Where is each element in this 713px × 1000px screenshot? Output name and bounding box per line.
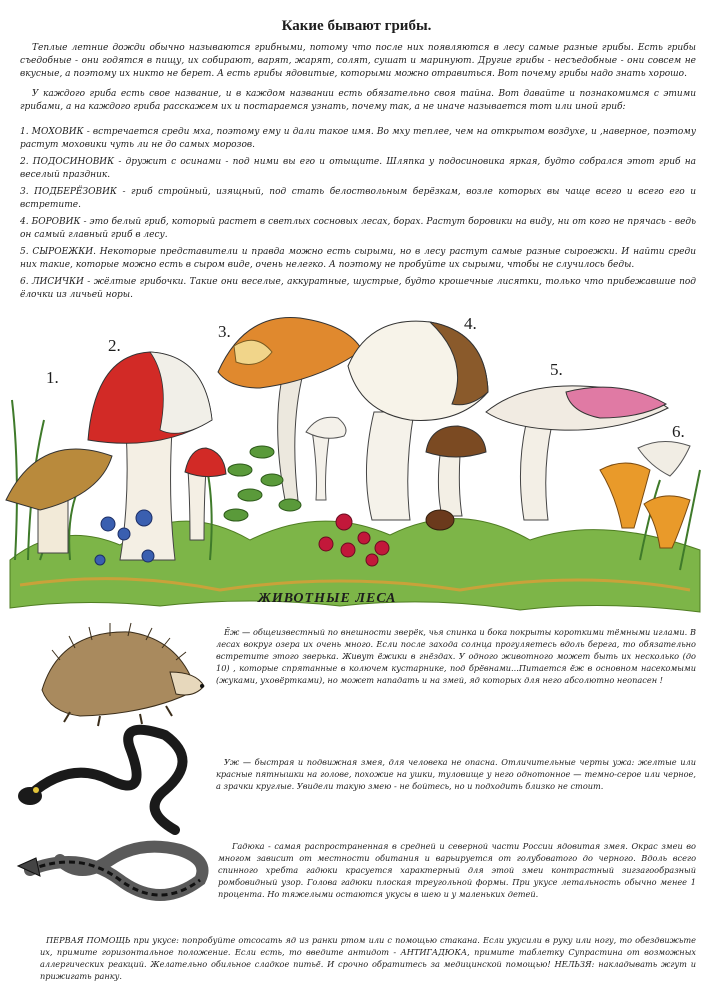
viper-illustration <box>18 847 203 895</box>
hedgehog-description: Ёж — общеизвестный по внешности зверёк, чья спинка и бока покрыты короткими тёмными иглами. В лесах вокруг озера их очень много. Если после захода солнца прогуляетесь вдоль берега, то обязательно встретите этого зверька. Живут ёжики в гнёздах. У одного животного может быть их несколько (до 10) , которые спрятанные в колючем кустарнике, под брёвнами...Питается ёж в основном насекомыми (жуками, уховёртками), но может нападать и на змей, яд которых для него абсолютно неопасен ! <box>216 627 696 685</box>
intro-paragraph-1: Теплые летние дожди обычно называются грибными, потому что после них появляются в лесу самые разные грибы. Есть грибы съедобные - они годятся в пищу, их собирают, варят, жарят, солят, сушат и маринуют. Другие грибы - несъедобные - они совсем не вкусные, а поэтому их никто не берет. А есть грибы ядовитые, которыми можно отравиться. Вот почему грибы надо знать хорошо. <box>20 43 696 79</box>
list-item: 2. ПОДОСИНОВИК - дружит с осинами - под ними вы его и отыщите. Шляпка у подосиновика яркая, будто собрался этот гриб на веселый праздник. <box>20 157 696 180</box>
list-item: 6. ЛИСИЧКИ - жёлтые грибочки. Такие они веселые, аккуратные, шустрые, будто крошечные лисятки, только что прибежавшие под ёлочки из личьей норы. <box>20 277 696 300</box>
mushroom-4-illustration <box>348 321 488 520</box>
viper-description: Гадюка - самая распространенная в средней и северной части России ядовитая змея. Окрас змеи во многом зависит от местности обитания и варьируется от голубоватого до черного. Вдоль всего спинного хребта гадюки красуется характерный для этой змеи контрастный зигзагообразный ромбовидный узор. Голова гадюки плоская треугольной формы. При укусе летальность обычно менее 1 процента. Но тяжелыми остаются укусы в шею и у маленьких детей. <box>218 841 696 899</box>
hedgehog-illustration <box>42 623 204 726</box>
mushroom-number-3: 3. <box>218 322 231 341</box>
list-item: 1. МОХОВИК - встречается среди мха, поэтому ему и дали такое имя. Во мху теплее, чем на открытом воздухе, и ,наверное, поэтому растут моховики чуть ли не до самых морозов. <box>20 127 696 150</box>
page-title: Какие бывают грибы. <box>281 18 432 34</box>
mushroom-number-6: 6. <box>672 422 685 441</box>
mushroom-number-5: 5. <box>550 360 563 379</box>
mushroom-number-1: 1. <box>46 368 59 387</box>
section-title: ЖИВОТНЫЕ ЛЕСА <box>258 591 397 606</box>
mushroom-number-4: 4. <box>464 314 477 333</box>
pine-cone-illustration <box>426 510 454 530</box>
list-item: 3. ПОДБЕРЁЗОВИК - гриб стройный, изящный, под стать белоствольным берёзкам, возле которых вы чаще всего и всего его и встретите. <box>20 187 696 210</box>
mushroom-number-2: 2. <box>108 336 121 355</box>
list-item: 5. СЫРОЕЖКИ. Некоторые представители и правда можно есть сырыми, но в лесу растут самые разные сыроежки. И найти среди них такие, которые можно есть в сыром виде, очень нелегко. А поэтому не пробуйте их сырыми, чтобы не случилось беды. <box>20 247 696 270</box>
grass-snake-illustration <box>18 730 183 830</box>
list-item: 4. БОРОВИК - это белый гриб, который растет в светлых сосновых лесах, борах. Растут боровики на виду, ни от кого не прячась - ведь он самый главный гриб в лесу. <box>20 217 696 240</box>
intro-paragraph-2: У каждого гриба есть свое название, и в каждом названии есть обязательно своя тайна. Вот давайте и познакомимся с этими грибами, а на каждого гриба расскажем их и постараемся узнать, почему так, а не иначе называется тот или иной гриб: <box>20 89 696 112</box>
first-aid-description: ПЕРВАЯ ПОМОЩЬ при укусе: попробуйте отсосать яд из ранки ртом или с помощью стакана. Если укусили в руку или ногу, то обездвижьте их, примите горизонтальное положение. Если есть, то введите антидот - АНТИГАДЮКА, примите таблетку Супрастина от возможных аллергических реакций. Желательно обильное сладкое питьё. И срочно обратитесь за медицинской помощью! НЕЛЬЗЯ: накладывать жгут и прижигать ранку. <box>40 935 696 981</box>
grass-snake-description: Уж — быстрая и подвижная змея, для человека не опасна. Отличительные черты ужа: желтые или красные пятнышки на голове, похожие на ушки, туловище у него однотонное — темно-серое или черное, а зрачки круглые. Увидели такую змею - не бойтесь, но и подходить близко не стоит. <box>216 757 696 791</box>
